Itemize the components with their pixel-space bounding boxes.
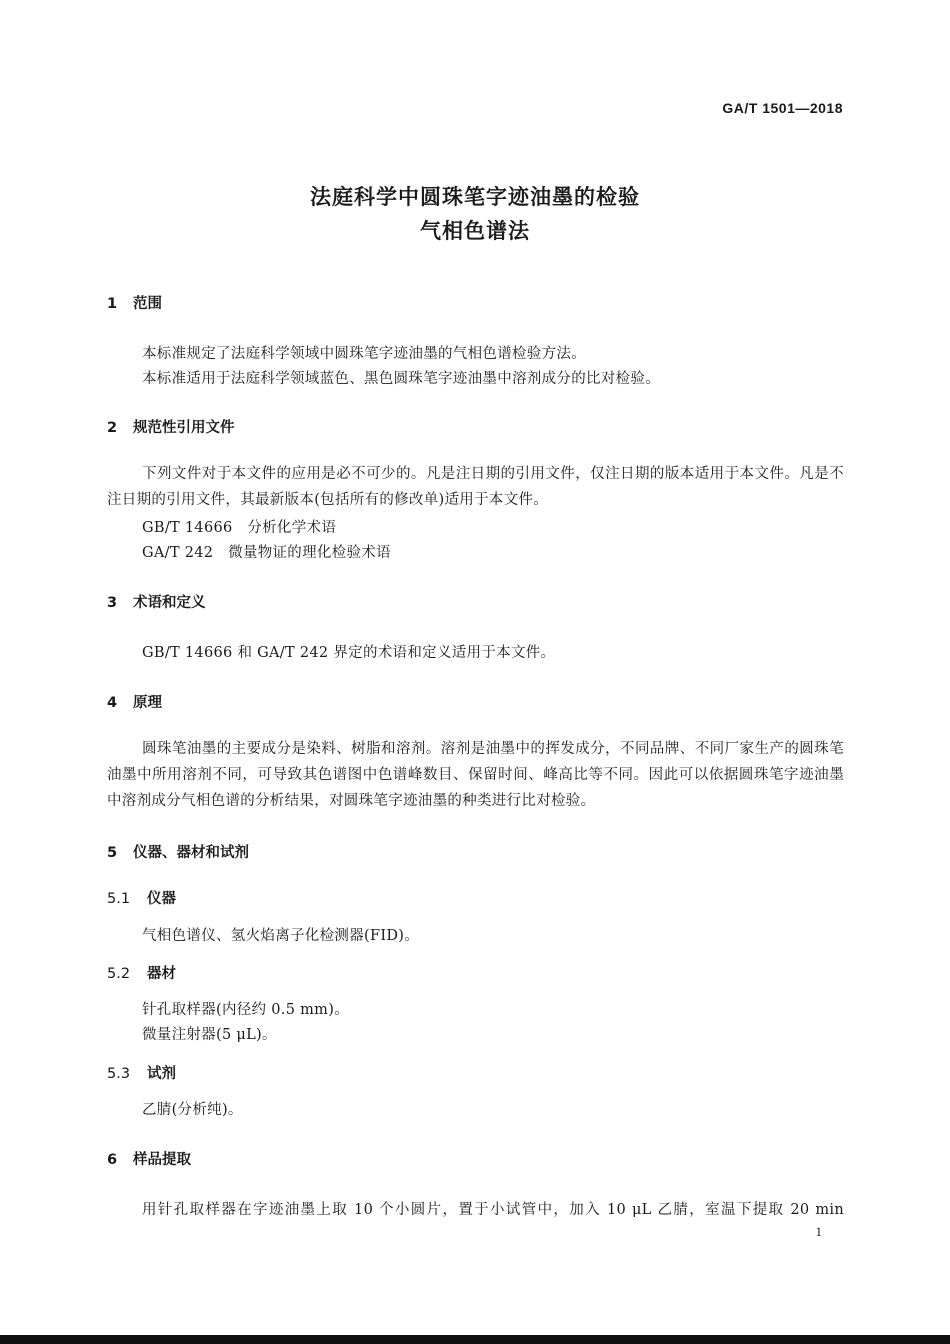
section-3-paragraph-1: GB/T 14666 和 GA/T 242 界定的术语和定义适用于本文件。 — [142, 645, 556, 661]
section-title: 术语和定义 — [133, 595, 206, 611]
section-2-heading — [107, 416, 235, 437]
section-5-2-heading — [107, 962, 176, 983]
section-number: 2 — [107, 420, 118, 436]
section-number: 5.3 — [107, 1066, 131, 1082]
section-5-heading — [107, 841, 249, 862]
section-title: 范围 — [133, 296, 162, 312]
section-4-paragraph-1: 圆珠笔油墨的主要成分是染料、树脂和溶剂。溶剂是油墨中的挥发成分，不同品牌、不同厂家生产的圆珠笔油墨中所用溶剂不同，可导致其色谱图中色谱峰数目、保留时间、峰高比等不同。因此可以依据圆珠笔字迹油墨中溶剂成分气相色谱的分析结果，对圆珠笔字迹油墨的种类进行比对检验。 — [107, 741, 844, 809]
section-title: 器材 — [147, 966, 176, 982]
section-number: 6 — [107, 1152, 118, 1168]
section-5-1-heading — [107, 887, 176, 908]
section-number: 5.1 — [107, 891, 131, 907]
section-number: 3 — [107, 595, 118, 611]
section-2-paragraph-1: 下列文件对于本文件的应用是必不可少的。凡是注日期的引用文件，仅注日期的版本适用于本文件。凡是不注日期的引用文件，其最新版本(包括所有的修改单)适用于本文件。 — [107, 466, 844, 508]
section-number: 5 — [107, 845, 118, 861]
standard-code: GA/T 1501—2018 — [722, 100, 843, 116]
page-bottom-border — [0, 1335, 950, 1344]
section-title: 样品提取 — [133, 1152, 191, 1168]
section-title: 原理 — [133, 695, 162, 711]
section-5-1-paragraph-1: 气相色谱仪、氢火焰离子化检测器(FID)。 — [142, 928, 420, 944]
section-number: 4 — [107, 695, 118, 711]
section-1-heading — [107, 292, 162, 313]
document-title-line2: 气相色谱法 — [420, 219, 530, 243]
section-title: 仪器、器材和试剂 — [133, 845, 249, 861]
section-5-3-heading — [107, 1062, 176, 1083]
section-title: 仪器 — [147, 891, 176, 907]
section-6-heading — [107, 1148, 191, 1169]
section-1-paragraph-2: 本标准适用于法庭科学领域蓝色、黑色圆珠笔字迹油墨中溶剂成分的比对检验。 — [142, 371, 660, 387]
section-5-3-paragraph-1: 乙腈(分析纯)。 — [142, 1102, 243, 1118]
section-title: 试剂 — [147, 1066, 176, 1082]
section-number: 1 — [107, 296, 118, 312]
page-number: 1 — [815, 1224, 822, 1239]
reference-gbt-14666: GB/T 14666 分析化学术语 — [142, 520, 337, 536]
section-number: 5.2 — [107, 966, 131, 982]
document-title-line1: 法庭科学中圆珠笔字迹油墨的检验 — [310, 185, 640, 209]
section-4-heading — [107, 691, 162, 712]
reference-gat-242: GA/T 242 微量物证的理化检验术语 — [142, 545, 391, 561]
section-6-paragraph-1: 用针孔取样器在字迹油墨上取 10 个小圆片，置于小试管中，加入 10 μL 乙腈，室温下提取 20 min — [142, 1202, 844, 1218]
section-5-2-paragraph-2: 微量注射器(5 μL)。 — [142, 1027, 277, 1043]
section-5-2-paragraph-1: 针孔取样器(内径约 0.5 mm)。 — [142, 1002, 349, 1018]
section-3-heading — [107, 591, 206, 612]
section-1-paragraph-1: 本标准规定了法庭科学领域中圆珠笔字迹油墨的气相色谱检验方法。 — [142, 346, 586, 362]
section-title: 规范性引用文件 — [133, 420, 235, 436]
